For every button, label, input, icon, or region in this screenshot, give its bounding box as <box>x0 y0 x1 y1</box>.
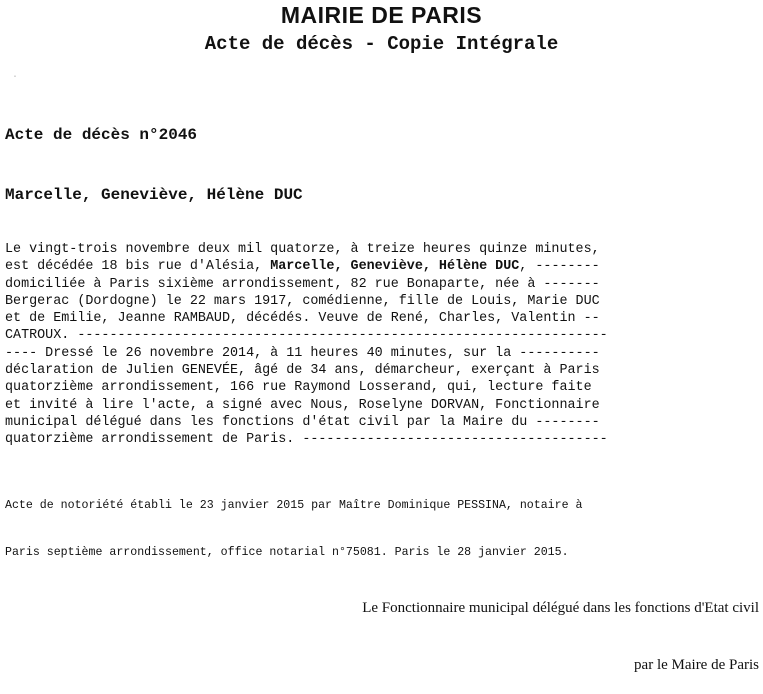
body-line <box>5 397 608 414</box>
body-text: , -------- <box>519 259 600 275</box>
body-line <box>5 362 608 379</box>
document-title: MAIRIE DE PARIS <box>280 2 483 28</box>
act-number: Acte de décès n°2046 <box>5 126 198 144</box>
body-text: Le vingt-trois novembre deux mil quatorze, à treize heures quinze minutes, <box>5 242 600 257</box>
body-line <box>5 293 608 310</box>
signature-line-1: Le Fonctionnaire municipal délégué dans les fonctions d'Etat civil <box>362 600 759 616</box>
body-line <box>5 414 608 431</box>
body-line <box>5 241 608 258</box>
body-line <box>5 379 608 396</box>
signature-line-2: par le Maire de Paris <box>634 657 759 673</box>
body-line <box>5 345 608 362</box>
body-text: CATROUX. ------------------------------------------------------------------ <box>5 328 608 344</box>
body-line <box>5 431 608 448</box>
deceased-name: Marcelle, Geneviève, Hélène DUC <box>5 186 303 204</box>
document-subtitle: Acte de décès - Copie Intégrale <box>204 33 559 55</box>
notice-line: Acte de notoriété établi le 23 janvier 2015 par Maître Dominique PESSINA, notaire à <box>5 499 583 512</box>
body-text: ---- Dressé le 26 novembre 2014, à 11 heures 40 minutes, sur la ---------- <box>5 345 600 361</box>
body-line <box>5 327 608 344</box>
body-text: est décédée 18 bis rue d'Alésia, <box>5 259 271 275</box>
body-text: et de Emilie, Jeanne RAMBAUD, décédés. Veuve de René, Charles, Valentin -- <box>5 311 600 327</box>
signature-block <box>362 561 759 694</box>
body-text: quatorzième arrondissement, 166 rue Raymond Losserand, qui, lecture faite <box>5 380 592 396</box>
body-line <box>5 258 608 275</box>
body-text: Bergerac (Dordogne) le 22 mars 1917, comédienne, fille de Louis, Marie DUC <box>5 293 600 309</box>
body-text: municipal délégué dans les fonctions d'état civil par la Maire du -------- <box>5 414 600 430</box>
body-line <box>5 310 608 327</box>
notice-line: Paris septième arrondissement, office notarial n°75081. Paris le 28 janvier 2015. <box>5 545 569 559</box>
body-text: déclaration de Julien GENEVÉE, âgé de 34 ans, démarcheur, exerçant à Paris <box>5 363 600 379</box>
deceased-name-inline: Marcelle, Geneviève, Hélène DUC <box>270 259 520 275</box>
act-body-text <box>5 241 608 449</box>
notoriety-notice <box>5 467 582 576</box>
body-text: et invité à lire l'acte, a signé avec Nous, Roselyne DORVAN, Fonctionnaire <box>5 397 600 413</box>
body-text: quatorzième arrondissement de Paris. -------------------------------------- <box>5 432 608 448</box>
body-text: domiciliée à Paris sixième arrondissement, 82 rue Bonaparte, née à ------- <box>5 276 600 292</box>
scan-speck: · <box>12 72 19 83</box>
body-line <box>5 276 608 293</box>
